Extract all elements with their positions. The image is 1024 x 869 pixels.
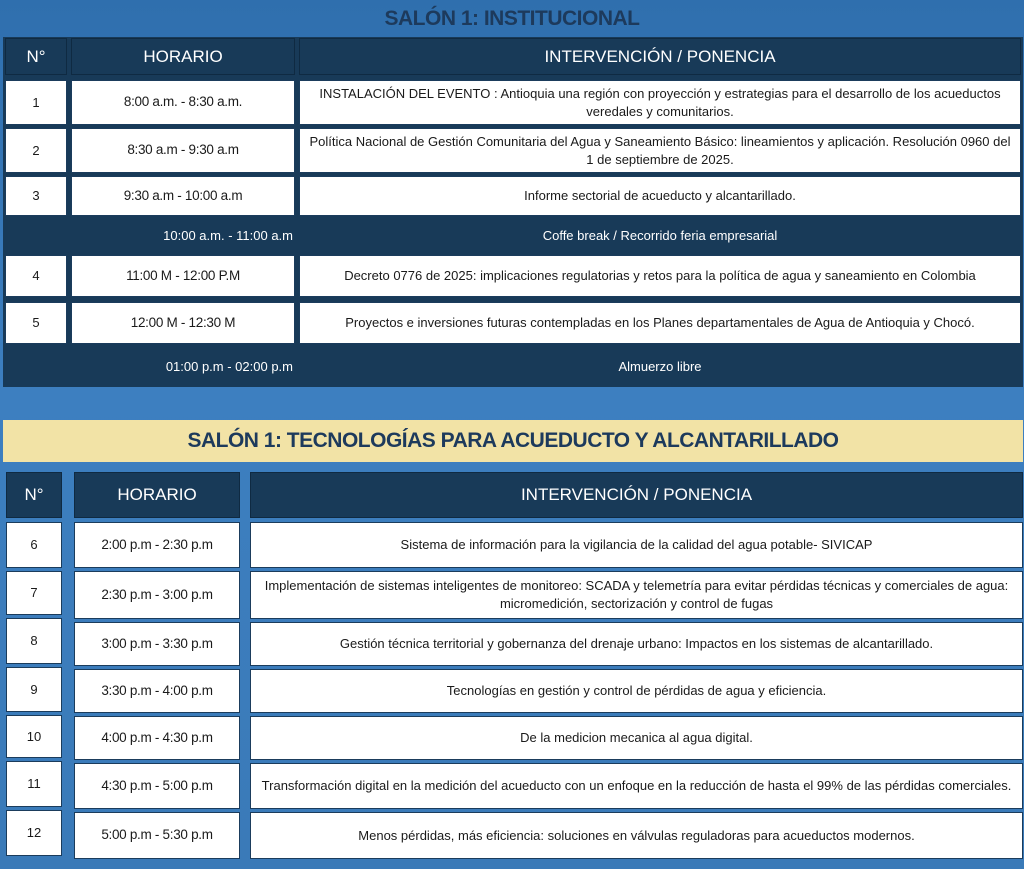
row-time: 3:00 p.m - 3:30 p.m: [74, 622, 240, 666]
row-number: 2: [5, 128, 67, 173]
break-label: Coffe break / Recorrido feria empresarial: [542, 228, 778, 243]
row-time: 4:30 p.m - 5:00 p.m: [74, 763, 240, 809]
row-talk: Decreto 0776 de 2025: implicaciones regulatorias y retos para la política de agua y saneamiento en Colombia: [299, 255, 1021, 297]
row-talk: Proyectos e inversiones futuras contempladas en los Planes departamentales de Agua de Antioquia y Chocó.: [299, 302, 1021, 344]
section-title-institucional: SALÓN 1: INSTITUCIONAL: [384, 7, 640, 30]
row-number: 1: [5, 80, 67, 125]
row-time: 12:00 M - 12:30 M: [71, 302, 295, 344]
row-time: 2:00 p.m - 2:30 p.m: [74, 522, 240, 568]
row-talk: Sistema de información para la vigilancia de la calidad del agua potable- SIVICAP: [250, 522, 1023, 568]
row-number: 10: [6, 715, 62, 758]
row-time: 8:00 a.m. - 8:30 a.m.: [71, 80, 295, 125]
row-number: 6: [6, 522, 62, 568]
row-time: 3:30 p.m - 4:00 p.m: [74, 669, 240, 713]
section-title-tecnologias: SALÓN 1: TECNOLOGÍAS PARA ACUEDUCTO Y ALCANTARILLADO: [3, 420, 1023, 462]
row-number: 11: [6, 761, 62, 807]
row-talk: Implementación de sistemas inteligentes de monitoreo: SCADA y telemetría para evitar pérdidas técnicas y comerciales de agua: micromedición, sectorización y control de fugas: [250, 571, 1023, 619]
column-header-number: N°: [6, 472, 62, 518]
row-number: 5: [5, 302, 67, 344]
row-time: 2:30 p.m - 3:00 p.m: [74, 571, 240, 619]
row-talk: INSTALACIÓN DEL EVENTO : Antioquia una región con proyección y estrategias para el desarrollo de los acueductos veredales y comunitarios.: [299, 80, 1021, 125]
row-time: 11:00 M - 12:00 P.M: [71, 255, 295, 297]
column-header-time: HORARIO: [71, 38, 295, 75]
row-talk: Informe sectorial de acueducto y alcantarillado.: [299, 176, 1021, 216]
column-header-talk: INTERVENCIÓN / PONENCIA: [299, 38, 1021, 75]
row-number: 3: [5, 176, 67, 216]
row-talk: Gestión técnica territorial y gobernanza del drenaje urbano: Impactos en los sistemas de alcantarillado.: [250, 622, 1023, 666]
break-time: 01:00 p.m - 02:00 p.m: [165, 359, 293, 374]
row-talk: Política Nacional de Gestión Comunitaria del Agua y Saneamiento Básico: lineamientos y aplicación. Resolución 0960 del 1 de septiembre de 2025.: [299, 128, 1021, 173]
column-header-talk: INTERVENCIÓN / PONENCIA: [250, 472, 1023, 518]
column-header-number: N°: [5, 38, 67, 75]
row-time: 4:00 p.m - 4:30 p.m: [74, 716, 240, 760]
break-row-lunch: [5, 348, 1021, 385]
row-number: 7: [6, 571, 62, 615]
break-label: Almuerzo libre: [618, 359, 702, 374]
row-time: 9:30 a.m - 10:00 a.m: [71, 176, 295, 216]
row-talk: De la medicion mecanica al agua digital.: [250, 716, 1023, 760]
row-talk: Transformación digital en la medición del acueducto con un enfoque en la reducción de hasta el 99% de las pérdidas comerciales.: [250, 763, 1023, 809]
row-number: 9: [6, 667, 62, 712]
row-talk: Tecnologías en gestión y control de pérdidas de agua y eficiencia.: [250, 669, 1023, 713]
row-number: 8: [6, 618, 62, 664]
row-number: 4: [5, 255, 67, 297]
row-time: 5:00 p.m - 5:30 p.m: [74, 812, 240, 859]
break-row-coffee: [5, 219, 1021, 252]
break-time: 10:00 a.m. - 11:00 a.m: [163, 228, 293, 243]
column-header-time: HORARIO: [74, 472, 240, 518]
row-talk: Menos pérdidas, más eficiencia: soluciones en válvulas reguladoras para acueductos modernos.: [250, 812, 1023, 859]
row-time: 8:30 a.m - 9:30 a.m: [71, 128, 295, 173]
row-number: 12: [6, 810, 62, 856]
